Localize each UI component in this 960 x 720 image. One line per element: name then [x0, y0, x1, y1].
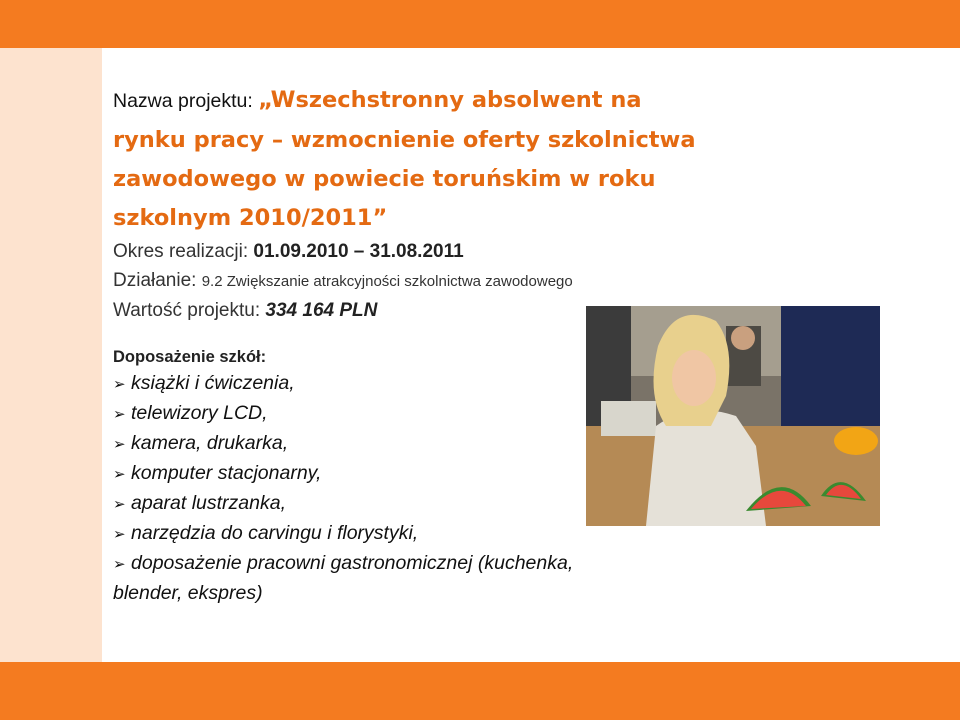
arrowhead-bullet-icon: ➢: [113, 496, 126, 513]
project-value-amount: 334 164 PLN: [265, 300, 378, 321]
project-label: Nazwa projektu:: [113, 90, 259, 112]
project-title-line-3: zawodowego w powiecie toruńskim w roku: [113, 166, 656, 192]
photo-papers: [601, 401, 656, 436]
list-item-continuation-text: blender, ekspres): [113, 582, 263, 604]
list-item-text: komputer stacjonarny,: [131, 462, 322, 484]
list-item-text: aparat lustrzanka,: [131, 492, 287, 514]
header-bar: [0, 0, 960, 48]
arrowhead-bullet-icon: ➢: [113, 436, 126, 453]
side-band: [0, 48, 102, 662]
project-value-label: Wartość projektu:: [113, 300, 266, 321]
arrowhead-bullet-icon: ➢: [113, 376, 126, 393]
footer-bar: [0, 662, 960, 720]
list-item-text: narzędzia do carvingu i florystyki,: [131, 522, 419, 544]
action-label: Działanie:: [113, 270, 202, 291]
period-label: Okres realizacji:: [113, 241, 254, 262]
project-title-line-4: szkolnym 2010/2011”: [113, 205, 388, 231]
list-item-continuation: [113, 579, 753, 607]
classroom-photo-illustration: [586, 306, 880, 526]
list-item-text: telewizory LCD,: [131, 402, 268, 424]
project-title: [113, 80, 753, 237]
action-line: [113, 266, 753, 296]
project-title-line-2: rynku pracy – wzmocnienie oferty szkolnictwa: [113, 127, 696, 153]
list-item: [113, 549, 753, 579]
arrowhead-bullet-icon: ➢: [113, 526, 126, 543]
equipment-heading: Doposażenie szkół:: [113, 348, 267, 366]
period-value: 01.09.2010 – 31.08.2011: [253, 241, 464, 262]
list-item-text: doposażenie pracowni gastronomicznej (kuchenka,: [131, 552, 574, 574]
photo-orange-bowl: [834, 427, 878, 455]
period-line: [113, 237, 753, 266]
photo-background-head: [731, 326, 755, 350]
list-item-text: kamera, drukarka,: [131, 432, 289, 454]
action-value: 9.2 Zwiększanie atrakcyjności szkolnictwa zawodowego: [201, 273, 573, 290]
list-item-text: książki i ćwiczenia,: [131, 372, 295, 394]
classroom-photo: [586, 306, 880, 526]
arrowhead-bullet-icon: ➢: [113, 406, 126, 423]
project-title-line-1: „Wszechstronny absolwent na: [258, 87, 642, 113]
arrowhead-bullet-icon: ➢: [113, 556, 126, 573]
photo-student-face: [672, 350, 716, 406]
arrowhead-bullet-icon: ➢: [113, 466, 126, 483]
